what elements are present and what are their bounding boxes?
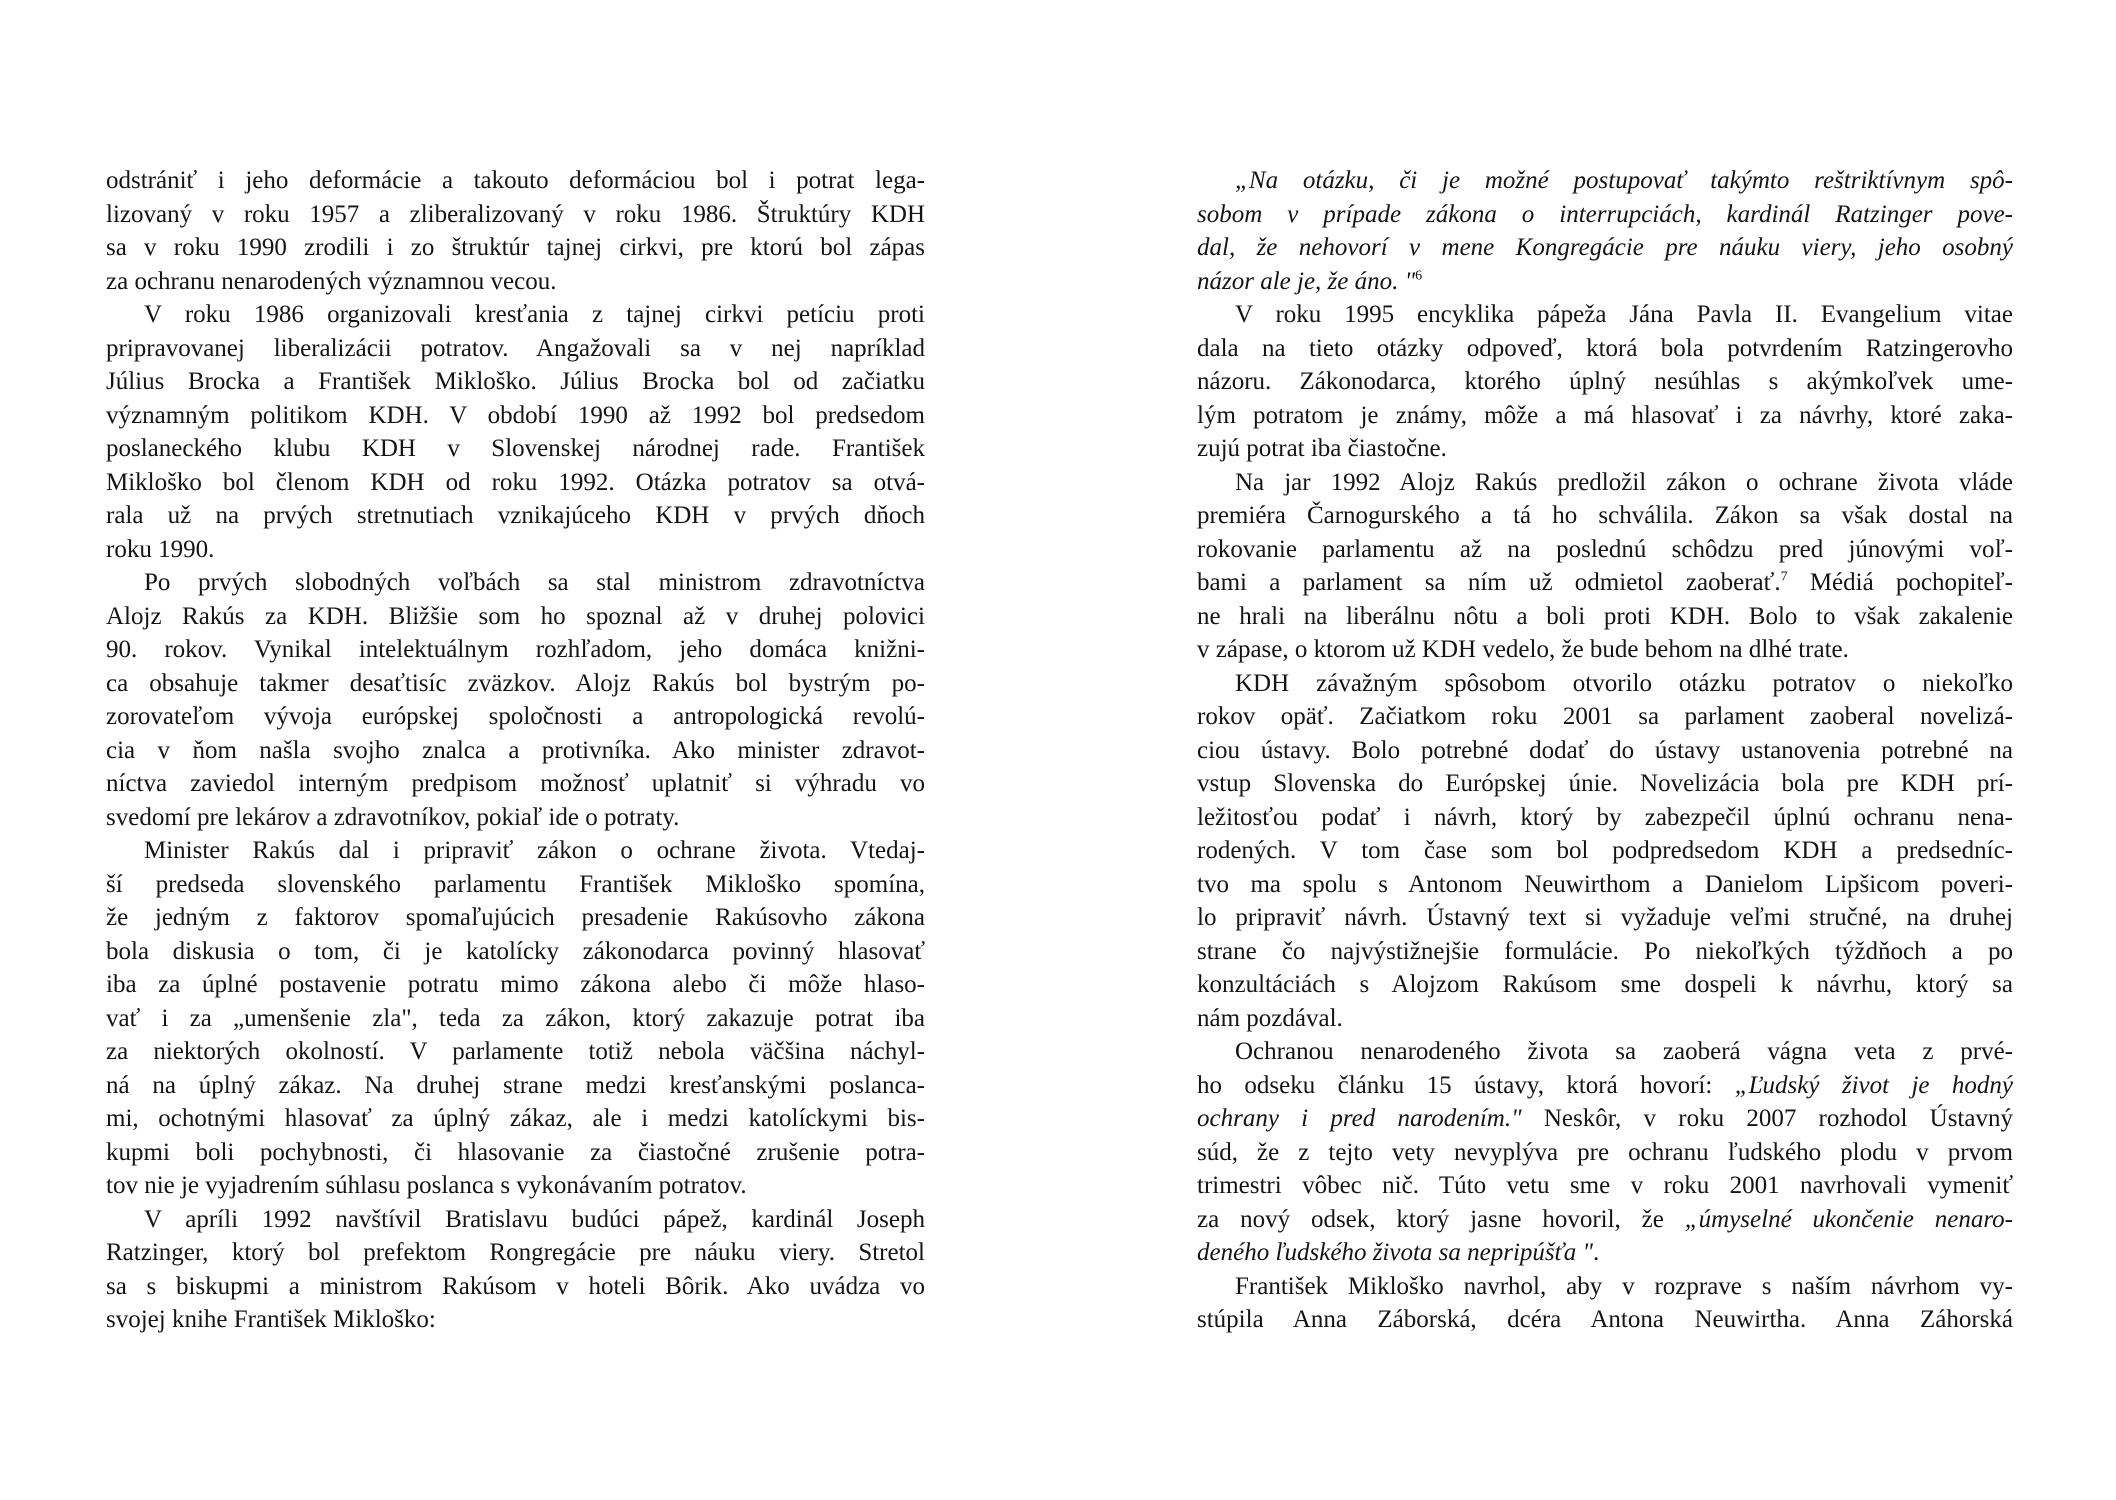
text-segment: ná na úplný zákaz. Na druhej strane medzi kresťanskými poslanca- [106,1071,925,1099]
text-segment: lo pripraviť návrh. Ústavný text si vyžaduje veľmi stručné, na druhej [1197,904,2013,931]
text-line [1197,566,2013,600]
text-line [106,533,925,567]
text-segment: Minister Rakús dal i pripraviť zákon o ochrane života. Vtedaj- [144,837,925,864]
text-segment: za niektorých okolností. V parlamente totiž nebola väčšina náchyl- [106,1038,925,1065]
text-line [106,499,925,533]
text-line [106,198,925,232]
text-segment: Alojz Rakús za KDH. Bližšie som ho spoznal až v druhej polovici [106,602,925,630]
text-segment: V apríli 1992 navštívil Bratislavu budúci pápež, kardinál Joseph [144,1205,925,1233]
italic-text: názor ale je, že áno. " [1197,267,1416,295]
text-line [106,466,925,500]
text-segment: V roku 1995 encyklika pápeža Jána Pavla II. Evangelium vitae [1235,301,2013,328]
left-page-text [106,164,925,1337]
text-segment: premiéra Čarnogurského a tá ho schválila. Zákon sa však dostal na [1197,502,2013,529]
text-line [106,1169,925,1203]
text-segment: roku 1990. [106,535,215,563]
text-line [1197,1203,2013,1237]
text-line [1197,533,2013,567]
text-line [106,1270,925,1304]
text-segment: lizovaný v roku 1957 a zliberalizovaný v roku 1986. Štruktúry KDH [106,200,925,228]
text-line [1197,901,2013,935]
text-line [106,566,925,600]
text-line [106,667,925,701]
text-line [106,700,925,734]
text-line [106,1136,925,1170]
text-segment: ciou ústavy. Bolo potrebné dodať do ústavy ustanovenia potrebné na [1197,736,2013,764]
text-line [106,1203,925,1237]
text-line [1197,868,2013,902]
italic-text: deného ľudského života sa nepripúšťa " [1197,1239,1593,1266]
text-line [106,164,925,198]
text-line [106,633,925,667]
text-line [1197,365,2013,399]
text-line [1197,1169,2013,1203]
text-line [1197,298,2013,332]
text-line [1197,231,2013,265]
text-line [106,968,925,1002]
text-segment: . [1593,1239,1600,1266]
text-line [1197,1035,2013,1069]
text-segment: nám pozdával. [1197,1004,1343,1032]
text-line [1197,1303,2013,1337]
text-segment: súd, že z tejto vety nevyplýva pre ochranu ľudského plodu v prvom [1197,1138,2013,1166]
text-segment: rodených. V tom čase som bol podpredsedom KDH a predsedníc- [1197,837,2013,864]
text-line [106,935,925,969]
italic-text: dal, že nehovorí v mene Kongregácie pre náuku viery, jeho osobný [1197,234,2013,261]
text-line [106,868,925,902]
text-line [106,767,925,801]
text-line [1197,700,2013,734]
text-segment: tvo ma spolu s Antonom Neuwirthom a Danielom Lipšicom poveri- [1197,870,2013,898]
text-line [106,231,925,265]
text-line [1197,600,2013,634]
text-line [1197,198,2013,232]
text-line [106,1002,925,1036]
text-line [1197,332,2013,366]
text-segment: konzultáciách s Alojzom Rakúsom sme dospeli k návrhu, ktorý sa [1197,971,2013,998]
text-line [1197,265,2013,299]
text-segment: ne hrali na liberálnu nôtu a boli proti KDH. Bolo to však zakalenie [1197,602,2013,630]
text-segment: František Mikloško navrhol, aby v rozprave s naším návrhom vy- [1235,1272,2013,1300]
text-line [106,1303,925,1337]
text-segment: níctva zaviedol interným predpisom možnosť uplatniť si výhradu vo [106,770,925,797]
text-line [106,1035,925,1069]
text-segment: sa s biskupmi a ministrom Rakúsom v hoteli Bôrik. Ako uvádza vo [106,1272,925,1300]
text-line [1197,968,2013,1002]
text-segment: ležitosťou podať i návrh, ktorý by zabezpečil úplnú ochranu nena- [1197,803,2013,831]
text-segment: zujú potrat iba čiastočne. [1197,435,1447,462]
text-line [106,399,925,433]
text-line [106,801,925,835]
text-line [106,298,925,332]
text-line [1197,767,2013,801]
text-segment: že jedným z faktorov spomaľujúcich presadenie Rakúsovho zákona [106,904,925,931]
text-segment: trimestri vôbec nič. Túto vetu sme v roku 2001 navrhovali vymeniť [1197,1172,2013,1199]
text-segment: rala už na prvých stretnutiach vznikajúceho KDH v prvých dňoch [106,502,925,529]
text-line [1197,1136,2013,1170]
text-segment: v zápase, o ktorom už KDH vedelo, že bude behom na dlhé trate. [1197,636,1849,663]
text-segment: svedomí pre lekárov a zdravotníkov, pokiaľ ide o potraty. [106,803,680,831]
text-segment: sa v roku 1990 zrodili i zo štruktúr tajnej cirkvi, pre ktorú bol zápas [106,234,925,261]
text-segment: ší predseda slovenského parlamentu František Mikloško spomína, [106,870,925,898]
text-segment: cia v ňom našla svojho znalca a protivníka. Ako minister zdravot- [106,736,925,764]
text-segment: kupmi boli pochybnosti, či hlasovanie za čiastočné zrušenie potra- [106,1138,925,1166]
text-segment: rokovanie parlamentu až na poslednú schôdzu pred júnovými voľ- [1197,535,2013,563]
text-segment: za ochranu nenarodených významnou vecou. [106,267,557,295]
text-line [106,365,925,399]
text-segment: za nový odsek, ktorý jasne hovoril, že [1197,1205,1685,1233]
text-line [1197,164,2013,198]
italic-text: „Ľudský život je hodný [1734,1071,2013,1099]
text-segment: zorovateľom vývoja európskej spoločnosti a antropologická revolú- [106,703,925,730]
text-line [1197,399,2013,433]
text-line [1197,633,2013,667]
text-line [1197,1236,2013,1270]
text-segment: 90. rokov. Vynikal intelektuálnym rozhľadom, jeho domáca knižni- [106,636,925,663]
text-segment: tov nie je vyjadrením súhlasu poslanca s vykonávaním potratov. [106,1172,747,1199]
text-line [1197,801,2013,835]
text-segment: Po prvých slobodných voľbách sa stal ministrom zdravotníctva [144,569,925,596]
text-segment: lým potratom je známy, môže a má hlasovať i za návrhy, ktoré zaka- [1197,401,2013,429]
text-line [1197,1270,2013,1304]
text-segment: V roku 1986 organizovali kresťania z tajnej cirkvi petíciu proti [144,301,925,328]
text-segment: ho odseku článku 15 ústavy, ktorá hovorí: [1197,1071,1735,1099]
text-segment: poslaneckého klubu KDH v Slovenskej národnej rade. František [106,435,925,462]
text-line [106,901,925,935]
text-segment: vstup Slovenska do Európskej únie. Novelizácia bola pre KDH prí- [1197,770,2013,797]
text-segment: významným politikom KDH. V období 1990 až 1992 bol predsedom [106,401,925,429]
text-line [1197,834,2013,868]
italic-text: ochrany i pred narodením." [1197,1105,1522,1132]
text-segment: bami a parlament sa ním už odmietol zaoberať. [1197,569,1781,596]
text-line [1197,432,2013,466]
text-segment: Ochranou nenarodeného života sa zaoberá vágna veta z prvé- [1235,1038,2013,1065]
text-line [106,600,925,634]
text-segment: rokov opäť. Začiatkom roku 2001 sa parlament zaoberal novelizá- [1197,703,2013,730]
text-line [1197,1069,2013,1103]
text-segment: Na jar 1992 Alojz Rakús predložil zákon o ochrane života vláde [1235,468,2013,496]
text-line [1197,935,2013,969]
text-segment: ca obsahuje takmer desaťtisíc zväzkov. Alojz Rakús bol bystrým po- [106,669,925,697]
footnote-marker: 6 [1415,268,1423,284]
text-segment: vať i za „umenšenie zla", teda za zákon, ktorý zakazuje potrat iba [106,1004,925,1032]
text-segment: strane čo najvýstižnejšie formulácie. Po niekoľkých týždňoch a po [1197,937,2013,965]
text-segment: KDH závažným spôsobom otvorilo otázku potratov o niekoľko [1235,669,2013,697]
text-line [1197,1002,2013,1036]
text-line [1197,1102,2013,1136]
text-segment: Mikloško bol členom KDH od roku 1992. Otázka potratov sa otvá- [106,468,925,496]
text-line [106,1236,925,1270]
text-line [106,1069,925,1103]
text-segment: Július Brocka a František Mikloško. Július Brocka bol od začiatku [106,368,925,395]
text-segment: Neskôr, v roku 2007 rozhodol Ústavný [1521,1105,2013,1132]
text-segment: Médiá pochopiteľ- [1787,569,2013,596]
text-line [1197,734,2013,768]
text-segment: Ratzinger, ktorý bol prefektom Rongregácie pre náuku viery. Stretol [106,1239,925,1266]
text-segment: názoru. Zákonodarca, ktorého úplný nesúhlas s akýmkoľvek ume- [1197,368,2013,395]
text-segment: odstrániť i jeho deformácie a takouto deformáciou bol i potrat lega- [106,167,925,194]
italic-text: „úmyselné ukončenie nenaro- [1684,1205,2013,1233]
text-line [1197,499,2013,533]
text-segment: mi, ochotnými hlasovať za úplný zákaz, ale i medzi katolíckymi bis- [106,1105,925,1132]
text-segment: dala na tieto otázky odpoveď, ktorá bola potvrdením Ratzingerovho [1197,334,2013,362]
text-line [106,332,925,366]
right-page-text [1197,164,2013,1337]
text-segment: iba za úplné postavenie potratu mimo zákona alebo či môže hlaso- [106,971,925,998]
text-segment: svojej knihe František Mikloško: [106,1306,436,1333]
italic-text: sobom v prípade zákona o interrupciách, kardinál Ratzinger pove- [1197,200,2013,228]
text-line [1197,667,2013,701]
footnote-marker: 7 [1780,569,1788,585]
text-line [106,432,925,466]
text-segment: pripravovanej liberalizácii potratov. Angažovali sa v nej napríklad [106,334,925,362]
text-segment: stúpila Anna Záborská, dcéra Antona Neuwirtha. Anna Záhorská [1197,1306,2013,1333]
text-line [106,265,925,299]
text-segment: bola diskusia o tom, či je katolícky zákonodarca povinný hlasovať [106,937,925,965]
text-line [106,734,925,768]
italic-text: „Na otázku, či je možné postupovať takýmto reštriktívnym spô- [1235,167,2013,194]
text-line [106,1102,925,1136]
text-line [1197,466,2013,500]
text-line [106,834,925,868]
